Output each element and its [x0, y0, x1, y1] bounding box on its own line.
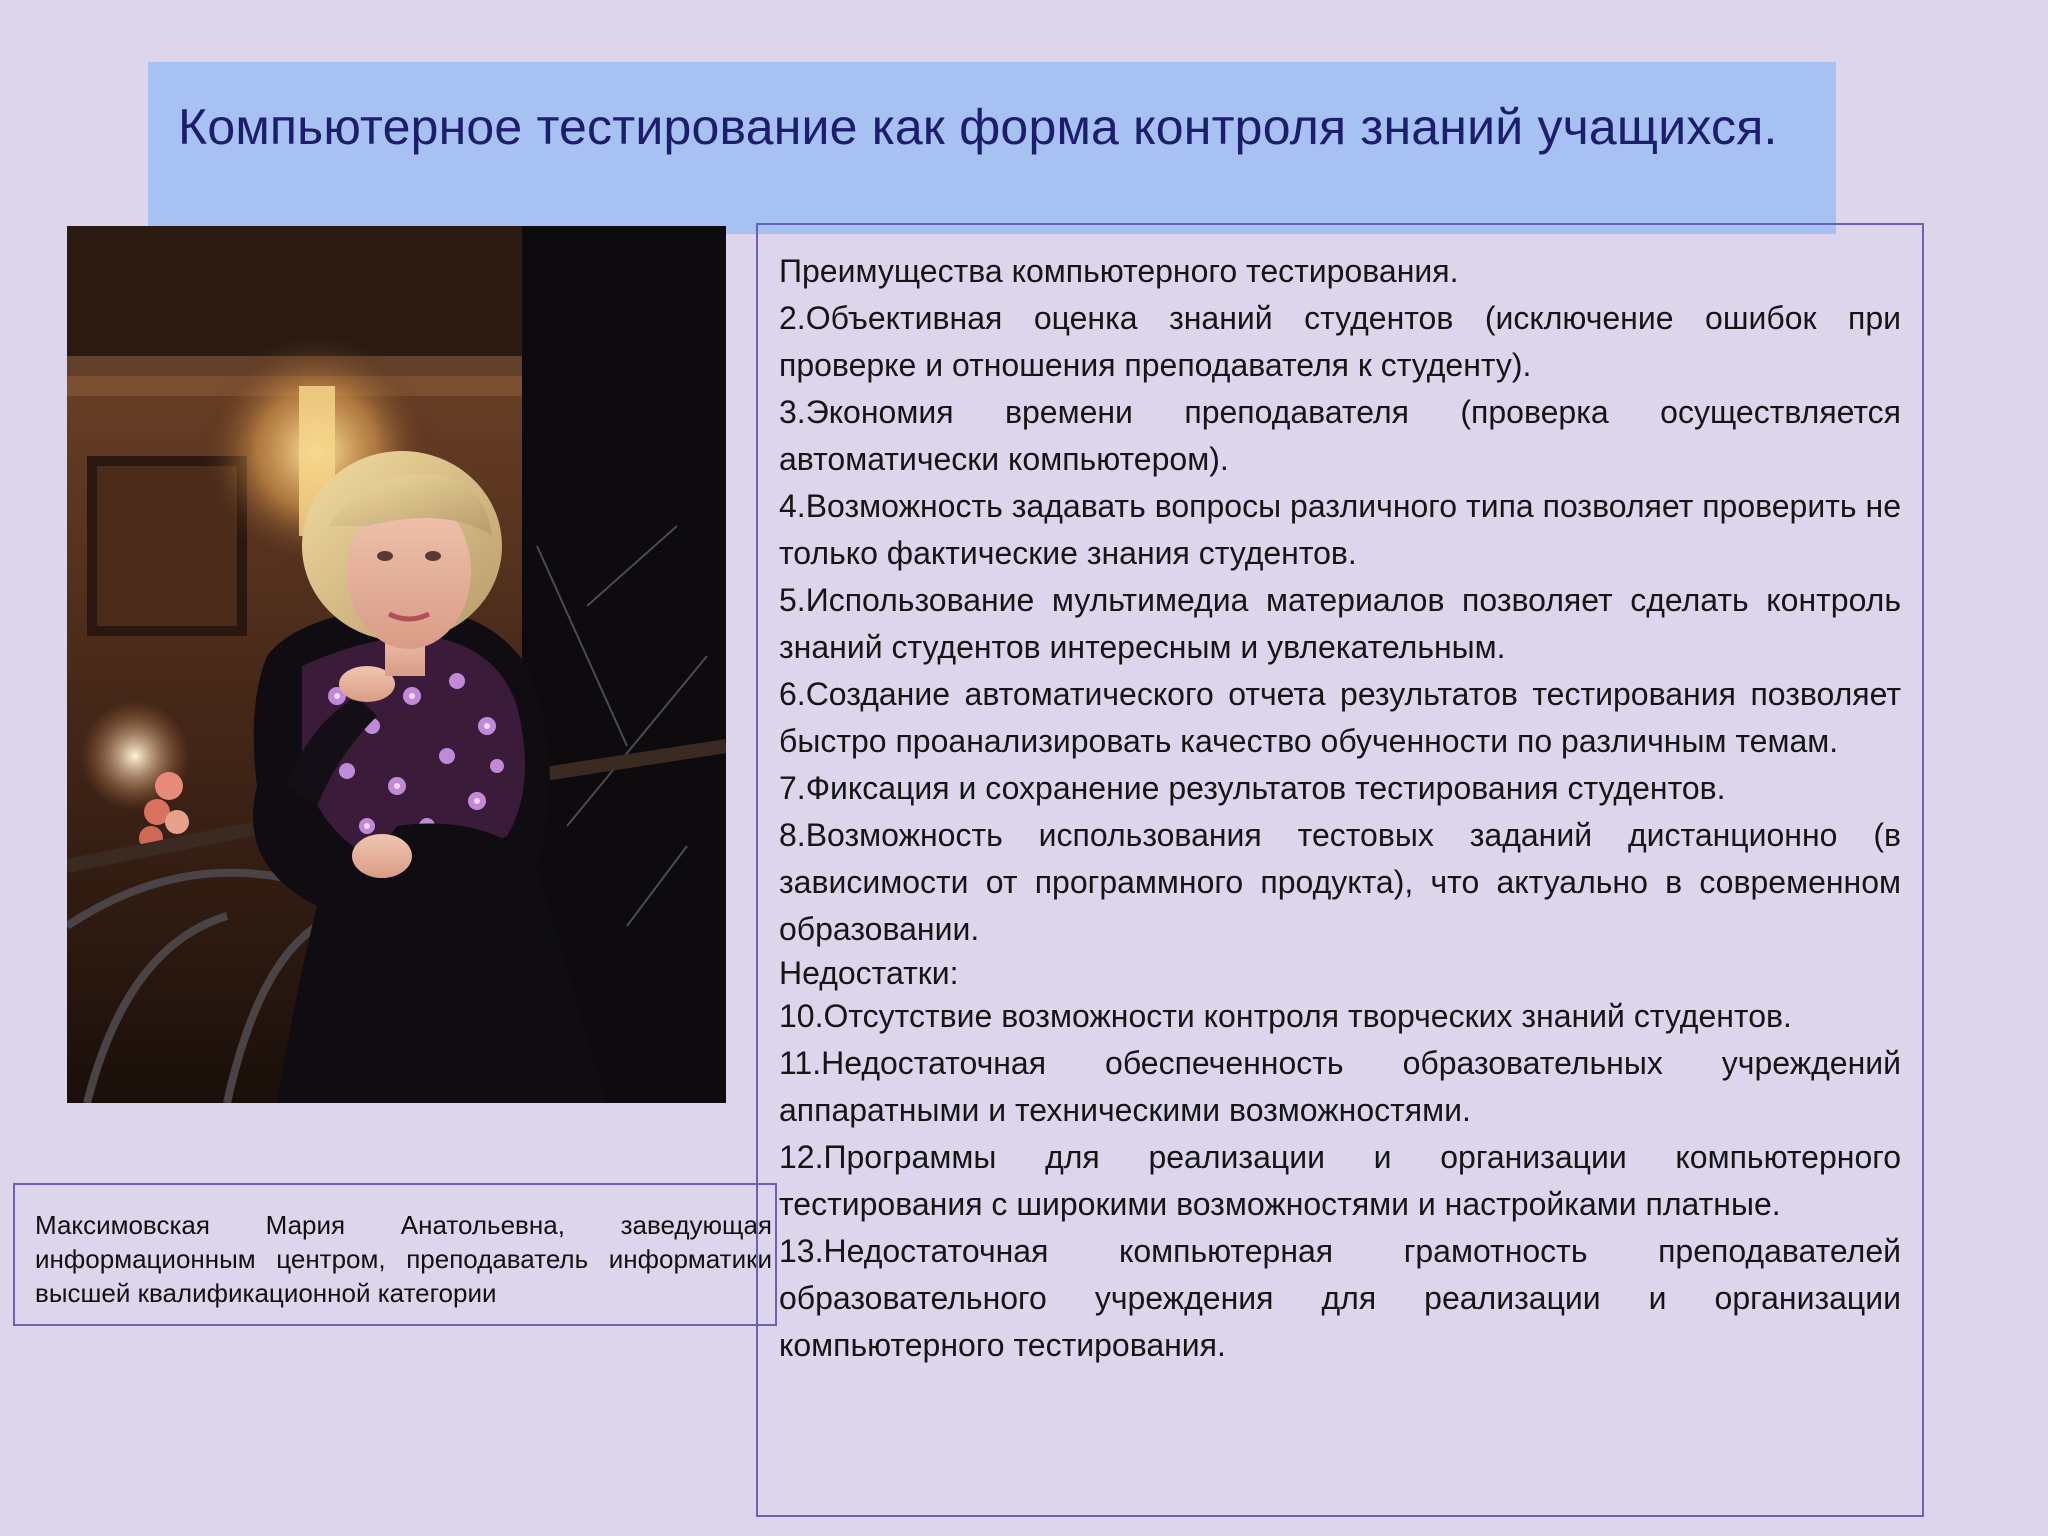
advantage-item: 5.Использование мультимедиа материалов позволяет сделать контроль знаний студентов интересным и увлекательным.: [779, 582, 1901, 665]
author-caption: Максимовская Мария Анатольевна, заведующая информационным центром, преподаватель информатики высшей квалификационной категории: [35, 1210, 772, 1308]
advantages-heading: Преимущества компьютерного тестирования.: [779, 253, 1459, 289]
caption-box: [13, 1183, 777, 1326]
advantage-item: 7.Фиксация и сохранение результатов тестирования студентов.: [779, 770, 1726, 806]
title-banner: [148, 62, 1836, 234]
disadvantage-item: 11.Недостаточная обеспеченность образовательных учреждений аппаратными и техническими возможностями.: [779, 1045, 1901, 1128]
portrait-photo-illustration: [67, 226, 726, 1103]
slide-title: Компьютерное тестирование как форма контроля знаний учащихся.: [178, 99, 1778, 155]
advantage-item: 2.Объективная оценка знаний студентов (исключение ошибок при проверке и отношения преподавателя к студенту).: [779, 300, 1901, 383]
content-text: [779, 248, 1901, 1369]
advantage-item: 6.Создание автоматического отчета результатов тестирования позволяет быстро проанализировать качество обученности по различным темам.: [779, 676, 1901, 759]
advantage-item: 4.Возможность задавать вопросы различного типа позволяет проверить не только фактические знания студентов.: [779, 488, 1901, 571]
disadvantages-heading: Недостатки:: [779, 955, 959, 991]
disadvantage-item: 13.Недостаточная компьютерная грамотность преподавателей образовательного учреждения для реализации и организации компьютерного тестирования.: [779, 1233, 1901, 1363]
disadvantage-item: 10.Отсутствие возможности контроля творческих знаний студентов.: [779, 998, 1792, 1034]
content-box: [756, 223, 1924, 1517]
advantage-item: 3.Экономия времени преподавателя (проверка осуществляется автоматически компьютером).: [779, 394, 1901, 477]
disadvantage-item: 12.Программы для реализации и организации компьютерного тестирования с широкими возможностями и настройками платные.: [779, 1139, 1901, 1222]
advantage-item: 8.Возможность использования тестовых заданий дистанционно (в зависимости от программного продукта), что актуально в современном образовании.: [779, 817, 1901, 947]
portrait-photo: [67, 226, 726, 1103]
